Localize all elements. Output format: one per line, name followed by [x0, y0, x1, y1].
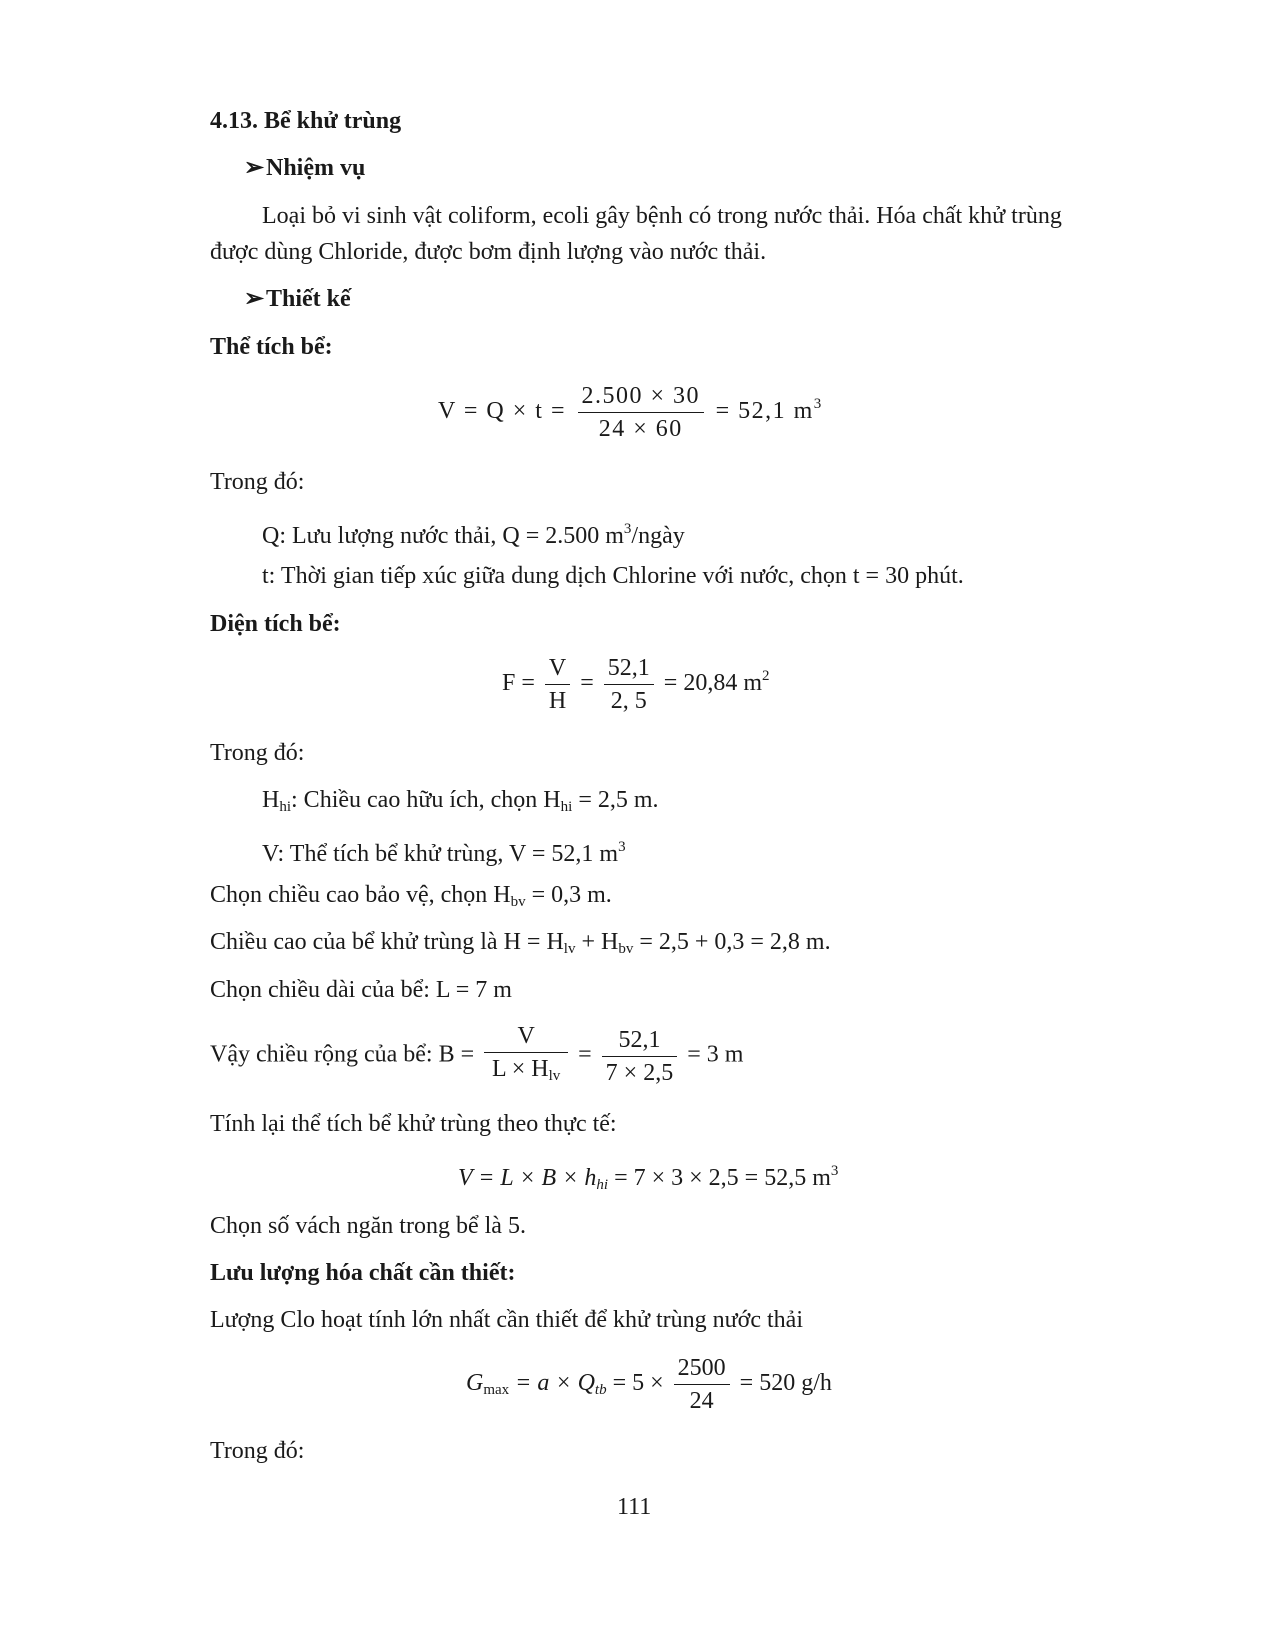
v-definition — [262, 832, 626, 869]
denominator: 7 × 2,5 — [605, 1059, 674, 1086]
denominator: 24 × 60 — [598, 416, 683, 442]
fraction — [604, 652, 654, 717]
numerator: 2.500 × 30 — [578, 380, 705, 413]
text: V = L × B × h — [458, 1165, 597, 1191]
eq-lhs: F = — [502, 670, 535, 697]
h-definition — [262, 785, 659, 822]
text: = 2,5 + 0,3 = 2,8 m. — [633, 929, 831, 955]
text: = 0,3 m. — [525, 882, 612, 908]
text: /ngày — [631, 523, 685, 549]
text: V: Thể tích bể khử trùng, V = 52,1 m — [262, 841, 619, 867]
equation-width — [210, 1020, 743, 1092]
superscript: 3 — [618, 839, 626, 855]
text: = 7 × 3 × 2,5 = 52,5 m — [608, 1165, 831, 1191]
length-line: Chọn chiều dài của bể: L = 7 m — [210, 977, 512, 1003]
eq-rhs: = 52,1 m — [715, 398, 814, 425]
text: L × H — [491, 1056, 549, 1082]
subscript: lv — [563, 941, 576, 957]
trong-do-label: Trong đó: — [210, 469, 305, 495]
numerator: 52,1 — [604, 652, 654, 685]
eq-rhs: = 3 m — [687, 1041, 744, 1068]
hbv-line — [210, 880, 612, 917]
denominator: 24 — [689, 1388, 714, 1414]
heading-area: Diện tích bể: — [210, 611, 341, 637]
text: = a × Q — [509, 1370, 595, 1397]
denominator: 2, 5 — [610, 688, 647, 714]
subscript: bv — [618, 941, 634, 957]
q-definition — [262, 514, 685, 551]
text: Chiều cao của bể khử trùng là H = H — [210, 929, 564, 955]
t-definition: t: Thời gian tiếp xúc giữa dung dịch Chlorine với nước, chọn t = 30 phút. — [262, 563, 964, 589]
numerator: 52,1 — [602, 1024, 678, 1057]
text: : Chiều cao hữu ích, chọn H — [291, 787, 561, 813]
paragraph-line: được dùng Chloride, được bơm định lượng vào nước thải. — [210, 239, 767, 265]
numerator: V — [484, 1020, 568, 1053]
subscript: tb — [594, 1382, 607, 1399]
subscript: bv — [510, 894, 526, 910]
numerator: V — [545, 652, 570, 685]
subscript: hi — [279, 799, 292, 815]
bullet-label: Nhiệm vụ — [266, 155, 366, 181]
chlorine-line: Lượng Clo hoạt tính lớn nhất cần thiết để khử trùng nước thải — [210, 1307, 803, 1333]
subscript: hi — [596, 1177, 609, 1193]
subscript: hi — [560, 799, 573, 815]
text: Q: Lưu lượng nước thải, Q = 2.500 m — [262, 523, 624, 549]
subscript: max — [483, 1382, 510, 1399]
equation-area — [502, 652, 769, 717]
fraction — [602, 1024, 678, 1089]
denominator — [484, 1053, 568, 1092]
equals: = — [578, 1041, 592, 1068]
superscript: 3 — [813, 396, 823, 413]
subscript: lv — [548, 1068, 561, 1084]
fraction — [578, 380, 705, 445]
numerator: 2500 — [674, 1352, 730, 1385]
superscript: 3 — [623, 521, 632, 537]
eq-rhs: = 20,84 m — [663, 670, 762, 697]
text: Chọn chiều cao bảo vệ, chọn H — [210, 882, 511, 908]
trong-do-label: Trong đó: — [210, 1438, 305, 1464]
fraction — [674, 1352, 730, 1417]
text: Vậy chiều rộng của bể: B = — [210, 1041, 475, 1068]
text: G — [466, 1370, 484, 1397]
height-line — [210, 927, 831, 964]
heading-chemical: Lưu lượng hóa chất cần thiết: — [210, 1260, 516, 1286]
text: = 2,5 m. — [572, 787, 659, 813]
compartments-line: Chọn số vách ngăn trong bể là 5. — [210, 1213, 526, 1239]
superscript: 3 — [830, 1163, 839, 1179]
equation-gmax — [466, 1352, 832, 1417]
bullet-thiet-ke — [244, 284, 351, 314]
text: H — [262, 787, 280, 813]
trong-do-label: Trong đó: — [210, 740, 305, 766]
page-number: 111 — [617, 1494, 652, 1520]
equals: = — [580, 670, 594, 697]
paragraph-line: Loại bỏ vi sinh vật coliform, ecoli gây bệnh có trong nước thải. Hóa chất khử trùng — [262, 203, 1062, 229]
fraction — [484, 1020, 568, 1092]
superscript: 2 — [761, 668, 770, 685]
arrow-bullet-icon: ➢ — [244, 155, 265, 181]
eq-rhs: = 520 g/h — [739, 1370, 832, 1397]
denominator: H — [548, 688, 567, 714]
bullet-label: Thiết kế — [266, 286, 351, 312]
recalc-line: Tính lại thể tích bể khử trùng theo thực tế: — [210, 1111, 617, 1137]
text: = 5 × — [606, 1370, 664, 1397]
eq-lhs: V = Q × t = — [438, 398, 567, 425]
bullet-nhiem-vu — [244, 153, 365, 183]
section-title: 4.13. Bể khử trùng — [210, 108, 402, 134]
equation-volume — [438, 380, 823, 445]
fraction — [545, 652, 570, 717]
heading-volume: Thể tích bể: — [210, 334, 333, 360]
text: + H — [575, 929, 619, 955]
arrow-bullet-icon: ➢ — [244, 286, 265, 312]
equation-recalc — [458, 1156, 838, 1200]
